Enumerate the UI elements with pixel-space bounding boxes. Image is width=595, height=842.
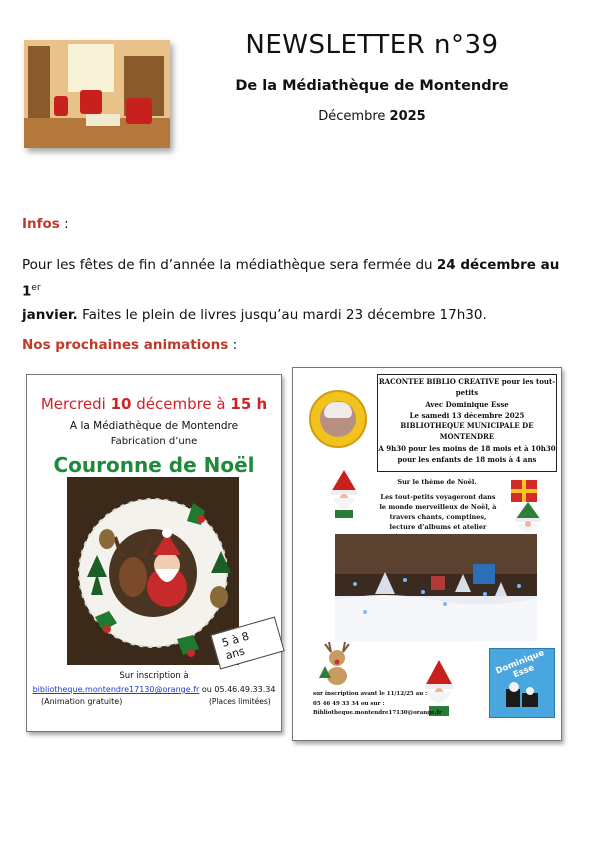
logo-name: Dominique Esse (494, 648, 546, 681)
poster1-date-hour: 15 h (230, 395, 268, 413)
poster1-contact (27, 685, 281, 694)
poster1-date-prefix: Mercredi (40, 395, 111, 413)
reindeer-image (317, 638, 357, 686)
infos-text-1: Pour les fêtes de fin d’année la médiathèque sera fermée du (22, 257, 437, 273)
poster1-registration: Sur inscription à (119, 671, 189, 681)
infos-text-2: Faites le plein de livres jusqu’au mardi 23 décembre 17h30. (77, 306, 487, 323)
poster1-free-note: (Animation gratuite) (41, 697, 123, 706)
age-range-badge: 5 à 8 ans (210, 616, 284, 669)
wreath-workshop-poster (26, 374, 282, 732)
poster2-line1: RACONTEE BIBLIO CREATIVE pour les tout-petits (378, 377, 556, 397)
ambassador-seal-image (309, 390, 367, 448)
date-year: 2025 (389, 109, 426, 124)
poster2-insc-1: sur inscription avant le 11/12/25 au : (313, 691, 428, 697)
poster1-date-mid: décembre à (131, 395, 231, 413)
animations-heading (22, 337, 237, 353)
poster2-insc-2: 05 46 49 33 34 ou sur : (313, 700, 385, 707)
poster1-activity: Couronne de Noël (53, 453, 255, 477)
poster1-place: A la Médiathèque de Montendre (69, 420, 239, 432)
infos-bold-1: 24 décembre au 1 (22, 257, 560, 300)
poster2-description: Les tout-petits voyageront dans le monde merveilleux de Noël, à travers chants, comptines, lecture d’albums et atelier (379, 493, 497, 531)
storytime-photo (335, 534, 537, 642)
poster2-registration (313, 690, 453, 719)
animations-heading-label: Nos prochaines animations (22, 337, 229, 353)
infos-bold-2: janvier. (22, 306, 78, 323)
newsletter-subtitle: De la Médiathèque de Montendre (235, 78, 509, 94)
newsletter-date (190, 109, 554, 124)
infos-paragraph (22, 254, 572, 327)
infos-heading-label: Infos (22, 216, 60, 232)
gnome-gift-image (503, 480, 553, 540)
poster1-date (27, 395, 281, 413)
poster1-limited-note: (Places limitées) (209, 697, 271, 706)
poster2-line5: A 9h30 pour les moins de 18 mois et à 10h30 pour les enfants de 18 mois à 4 ans (378, 444, 556, 464)
infos-sup: er (31, 283, 41, 293)
gnome-left-image (323, 470, 365, 518)
poster1-date-day: 10 (110, 395, 132, 413)
library-photo (24, 40, 170, 148)
animations-heading-colon: : (228, 337, 238, 353)
date-month: Décembre (318, 109, 386, 124)
poster1-phone: ou 05.46.49.33.34 (199, 685, 276, 694)
poster2-line3: Le samedi 13 décembre 2025 (409, 410, 525, 420)
infos-heading (22, 216, 69, 232)
poster1-email-link[interactable]: bibliotheque.montendre17130@orange.fr (32, 685, 200, 694)
dominique-esse-logo (489, 648, 555, 718)
poster1-fabrication: Fabrication d’une (110, 436, 198, 447)
infos-heading-colon: : (59, 216, 69, 232)
newsletter-title: NEWSLETTER n°39 (245, 30, 499, 60)
poster2-insc-3: Bibliotheque.montendre17130@orange.fr (313, 710, 442, 716)
poster2-line2: Avec Dominique Esse (425, 400, 509, 409)
storytime-poster (292, 367, 562, 741)
poster2-info-box (377, 374, 557, 472)
poster2-theme: Sur le thème de Noël. (397, 478, 477, 486)
poster2-line4: BIBLIOTHEQUE MUNICIPALE DE MONTENDRE (400, 421, 534, 441)
